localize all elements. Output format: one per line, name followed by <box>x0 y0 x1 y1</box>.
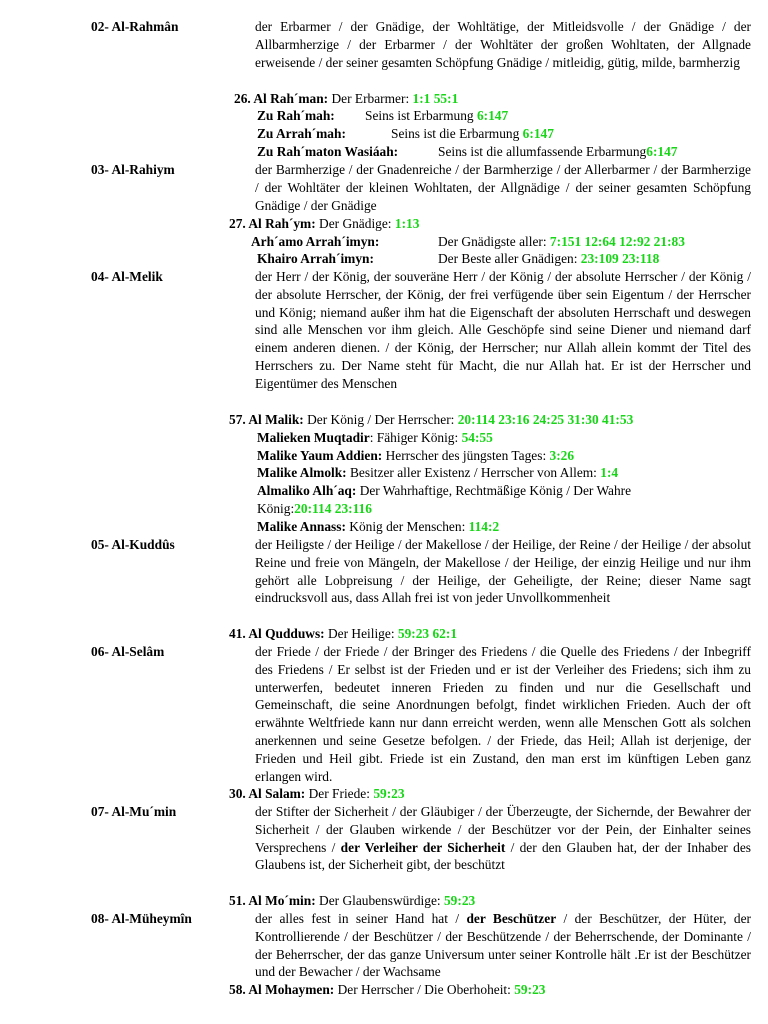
ayat-reference: 54:55 <box>461 430 493 445</box>
reference-label: Malieken Muqtadir <box>257 430 370 445</box>
reference-label: 30. Al Salam: <box>229 786 306 801</box>
sub-reference <box>257 464 618 482</box>
ayat-reference: 1:13 <box>394 216 420 231</box>
entry-name: 07- Al-Mu´min <box>91 804 177 819</box>
entry-description: der Herr / der König, der souveräne Herr / der König / der absolute Herrscher / der König / der absolute Herrscher, der König, der frei verfügende über sein Eigentum / der Herrscher und König; niemand außer ihm hat die Eigenschaft der absoluten Herrschaft und deswegen sind alle Menschen vor ihm gleich. Alle Geschöpfe sind seine Diener und niemand darf einem anderen dienen. / der König, der Herrscher; nur Allah allein kommt der Titel des Herrschers zu. Der Name steht für Macht, die nur Allah hat. Er ist der Herrscher und Eigentümer des Menschen <box>255 269 751 391</box>
reference-label: 27. Al Rah´ym: <box>229 216 316 231</box>
reference-text: Der Beste aller Gnädigen: <box>438 251 581 266</box>
reference-line <box>229 215 419 233</box>
ayat-reference: 59:23 <box>443 893 476 908</box>
reference-text: Der Glaubenswürdige: <box>315 893 444 908</box>
reference-label: Zu Rah´maton Wasiáah: <box>257 144 399 159</box>
ayat-reference: 6:147 <box>646 144 678 159</box>
reference-label: 58. Al Mohaymen: <box>229 982 335 997</box>
reference-label: 26. Al Rah´man: <box>234 91 329 106</box>
reference-text: König der Menschen: <box>345 519 469 534</box>
ayat-reference: 6:147 <box>522 126 554 141</box>
sub-reference <box>257 125 554 143</box>
reference-text: Der Gnädigste aller: <box>438 234 550 249</box>
reference-text: Der Friede: <box>305 786 374 801</box>
ayat-reference: 1:4 <box>600 465 619 480</box>
ayat-reference: 59:23 62:1 <box>397 626 458 641</box>
sub-reference <box>257 429 493 447</box>
entry-name: 03- Al-Rahiym <box>91 162 175 177</box>
entry-name: 05- Al-Kuddûs <box>91 537 175 552</box>
ayat-reference: 59:23 <box>514 982 546 997</box>
reference-text: Seins ist Erbarmung <box>365 108 477 123</box>
entry-description: der Heiligste / der Heilige / der Makellose / der Heilige, der Reine / der Heilige / der absolut Reine und freie von Mängeln, der Makellose / der Heilige, der einzig Heilige und nur ihm gehört alle Lobpreisung / der Heilige, der Geheiligte, der Reine; dieser Name sagt eindrucksvoll aus, dass Allah frei ist von jeder Unvollkommenheit <box>255 537 751 606</box>
reference-line <box>234 90 458 108</box>
description-text: / der Beschützer, der Hüter, der Kontrollierende / der Beschützer / der Beschützende / der Beherrschende, der Dominante / der Beherrscher, der das ganze Universum unter seiner Kontrolle hält .Er ist der Beschützer und der Bewacher / der Wachsame <box>255 911 752 980</box>
reference-label: 57. Al Malik: <box>229 412 304 427</box>
reference-label: Malike Yaum Addien: <box>257 448 383 463</box>
reference-text: König: <box>257 501 295 516</box>
description-emphasis: der Beschützer <box>466 911 557 926</box>
ayat-reference: 20:114 23:116 <box>294 501 372 516</box>
reference-label: 41. Al Qudduws: <box>229 626 325 641</box>
reference-line <box>229 981 545 999</box>
sub-reference <box>257 143 678 161</box>
reference-text: Besitzer aller Existenz / Herrscher von Allem: <box>346 465 601 480</box>
reference-label: 51. Al Mo´min: <box>229 893 316 908</box>
reference-text: Der Herrscher / Die Oberhoheit: <box>334 982 515 997</box>
reference-text: Der Wahrhaftige, Rechtmäßige König / Der Wahre <box>356 483 632 498</box>
reference-line <box>229 892 475 910</box>
sub-reference-continuation <box>257 500 372 518</box>
entry-name: 02- Al-Rahmân <box>91 19 179 34</box>
reference-label: Zu Rah´mah: <box>257 108 335 123</box>
entry-description <box>255 803 751 874</box>
description-text: / der den Glauben hat, der der Inhaber des Glaubens ist, der Sicherheit gibt, der beschützt <box>255 839 751 873</box>
entry-description: der Erbarmer / der Gnädige, der Wohltätige, der Mitleidsvolle / der Gnädige / der Allbarmherzige / der Erbarmer / der Wohltäter der großen Wohltaten, der Allgnade erweisende / der seiner gesamten Schöpfung Gnädige / mitleidig, gütig, milde, barmherzig <box>255 19 751 70</box>
entry-name: 06- Al-Selâm <box>91 644 165 659</box>
description-emphasis: der Verleiher der Sicherheit <box>340 839 506 855</box>
reference-text: Der Heilige: <box>324 626 398 641</box>
entry-description <box>255 910 751 981</box>
sub-reference <box>257 518 499 536</box>
reference-text: Seins ist die allumfassende Erbarmung <box>438 144 647 159</box>
sub-reference <box>257 107 508 125</box>
reference-text: Seins ist die Erbarmung <box>391 126 523 141</box>
ayat-reference: 6:147 <box>476 108 509 123</box>
sub-reference <box>257 482 631 500</box>
reference-label: Almaliko Alh´aq: <box>257 483 357 498</box>
reference-line <box>229 785 405 803</box>
ayat-reference: 1:1 55:1 <box>412 91 459 106</box>
entry-description: der Friede / der Friede / der Bringer des Friedens / die Quelle des Friedens / der Inbegriff des Friedens / Er selbst ist der Frieden und er ist der Verleiher des Friedens; sich ihm zu unterwerfen, bedeutet inneren Frieden zu finden und nur die Gesellschaft und Gemeinschaft, die seine Anordnungen befolgt, findet wirklichen Frieden. Auch der oft erwähnte Weltfriede kann nur dann erreicht werden, wenn alle Menschen Gott als solchen anerkennen und seine Gesetze befolgen. / der Friede, das Heil; Allah ist derjenige, der Frieden und Heil gibt. Friede ist ein Zustand, den man erst im künftigen Leben ganz erlangen wird. <box>255 644 751 784</box>
ayat-reference: 114:2 <box>468 519 500 534</box>
ayat-reference: 20:114 23:16 24:25 31:30 41:53 <box>457 412 634 427</box>
reference-text: Der Gnädige: <box>315 216 395 231</box>
reference-line <box>229 411 633 429</box>
ayat-reference: 3:26 <box>549 448 575 463</box>
reference-label: Zu Arrah´mah: <box>257 126 346 141</box>
entry-name: 04- Al-Melik <box>91 269 163 284</box>
reference-text: Der König / Der Herrscher: <box>303 412 458 427</box>
reference-text: Herrscher des jüngsten Tages: <box>382 448 550 463</box>
sub-reference <box>257 250 659 268</box>
description-text: der alles fest in seiner Hand hat / <box>255 911 467 926</box>
reference-label: Malike Almolk: <box>257 465 347 480</box>
reference-label: Malike Annass: <box>257 519 346 534</box>
reference-label: Arh´amo Arrah´imyn: <box>251 234 380 249</box>
description-text: der Stifter der Sicherheit / der Gläubiger / der Überzeugte, der Sichernde, der Bewahrer der Sicherheit / der Glauben wirkende / der Beschützer vor der Pein, der Einhalter seines Versprechens / <box>255 804 751 855</box>
sub-reference <box>257 447 574 465</box>
sub-reference <box>251 233 685 251</box>
reference-line <box>229 625 457 643</box>
ayat-reference: 23:109 23:118 <box>580 251 660 266</box>
reference-text: : Fähiger König: <box>369 430 462 445</box>
entry-description: der Barmherzige / der Gnadenreiche / der Barmherzige / der Allerbarmer / der Barmherzige / der Wohltäter der kleinen Wohltaten, der Allgnädige / der seiner gesamten Schöpfung Gnädige / der Gnädige <box>255 162 751 213</box>
reference-text: Der Erbarmer: <box>328 91 413 106</box>
ayat-reference: 7:151 12:64 12:92 21:83 <box>549 234 685 249</box>
ayat-reference: 59:23 <box>373 786 405 801</box>
entry-name: 08- Al-Müheymîn <box>91 911 192 926</box>
reference-label: Khairo Arrah´imyn: <box>257 251 374 266</box>
